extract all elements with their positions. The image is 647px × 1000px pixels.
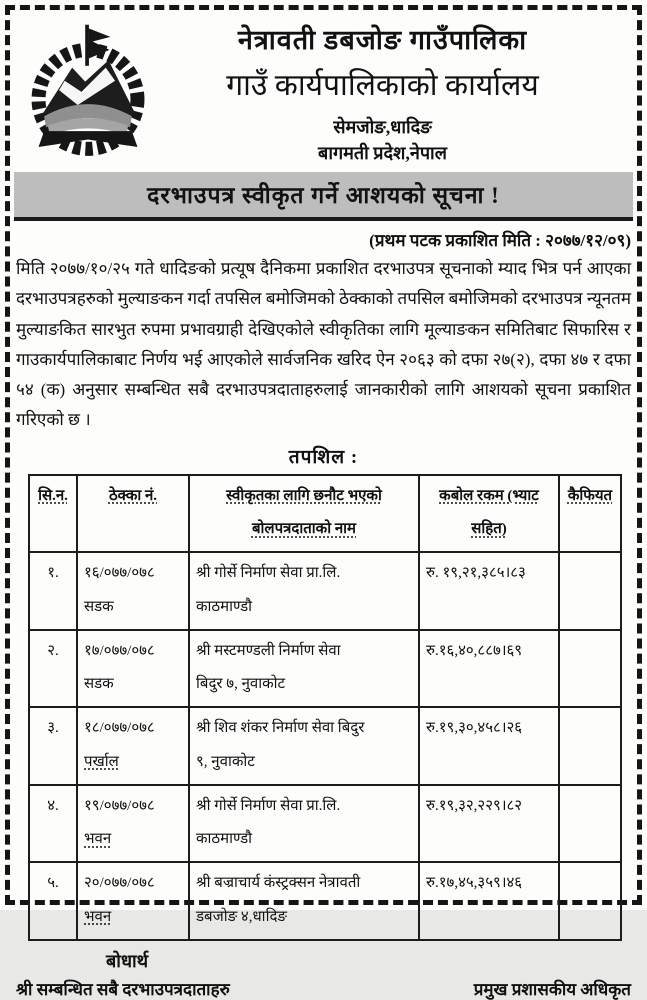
notice-body-paragraph: मिति २०७७/१०/२५ गते धादिङको प्रत्यूष दैनिकमा प्रकाशित दरभाउपत्र सूचनाको म्याद भित्र पर्न आएका दरभाउपत्रहरुको मुल्याङकन गर्दा तपसिल बमोजिमको ठेक्काको तपसिल बमोजिमको दरभाउपत्र न्यूनतम मुल्याङकित सारभुत रुपमा प्रभावग्राही देखिएकोले स्वीकृतिका लागि मूल्याङकन समितिबाट सिफारिस र गाउकार्यपालिकाबाट निर्णय भई आएकोले सार्वजनिक खरिद ऐन २०६३ को दफा २७(२), दफा ४७ र दफा ५४ (क) अनुसार सम्बन्धित सबै दरभाउपत्रदाताहरुलाई जानकारीको लागि आशयको सूचना प्रकाशित गरिएको छ ।	[16, 259, 631, 430]
table-row	[29, 630, 621, 708]
bidder-cell: श्री मस्टमण्डली निर्माण सेवा बिदुर ७, नुवाकोट	[189, 630, 419, 708]
amount-cell: रु.१९,३०,४५८।२६	[419, 707, 559, 785]
document-header	[14, 18, 633, 166]
address-line-1: सेमजोङ,धादिङ	[333, 117, 432, 137]
table-row	[29, 785, 621, 863]
contract-no-cell: २०/०७७/०७८ भवन	[77, 862, 189, 940]
sn-cell: ५.	[29, 862, 77, 940]
header-titles	[162, 18, 633, 166]
sn-cell: ४.	[29, 785, 77, 863]
table-header-row	[29, 475, 621, 553]
table-row	[29, 862, 621, 940]
column-header: ठेक्का नं.	[77, 475, 189, 553]
contract-no-cell: १९/०७७/०७८ भवन	[77, 785, 189, 863]
footer-addressee: श्री सम्बन्धित सबै दरभाउपत्रदाताहरु	[16, 979, 230, 999]
municipality-emblem-logo	[14, 18, 162, 164]
emblem-icon	[18, 18, 158, 164]
office-name: गाउँ कार्यपालिकाको कार्यालय	[226, 69, 539, 102]
sn-cell: ३.	[29, 707, 77, 785]
tender-detail-table	[28, 474, 622, 941]
notice-title-bar	[14, 172, 633, 221]
document-content	[14, 12, 633, 999]
publication-date: (प्रथम पटक प्रकाशित मिति : २०७७/१२/०९)	[369, 231, 631, 251]
notice-title: दरभाउपत्र स्वीकृत गर्ने आशयको सूचना !	[147, 183, 500, 209]
address-line-2: बागमती प्रदेश,नेपाल	[318, 143, 447, 164]
bidder-cell: श्री बज्राचार्य कंस्ट्रक्सन नेत्रावती डबजोङ ४,धादिङ	[189, 862, 419, 940]
amount-cell: रु.१६,४०,८८७।६९	[419, 630, 559, 708]
column-header: कबोल रकम (भ्याट सहित)	[419, 475, 559, 553]
amount-cell: रु.१९,३२,२२९।८२	[419, 785, 559, 863]
municipality-name: नेत्रावती डबजोङ गाउँपालिका	[237, 25, 528, 55]
contract-no-cell: १८/०७७/०७८ पर्खाल	[77, 707, 189, 785]
table-body	[29, 552, 621, 940]
bodhartha-label: बोधार्थ	[106, 950, 149, 971]
sn-cell: २.	[29, 630, 77, 708]
table-row	[29, 552, 621, 630]
remarks-cell	[559, 552, 621, 630]
remarks-cell	[559, 707, 621, 785]
bidder-cell: श्री गोर्से निर्माण सेवा प्रा.लि. काठमाण्डौ	[189, 785, 419, 863]
contract-no-cell: १६/०७७/०७८ सडक	[77, 552, 189, 630]
column-header: सि.न.	[29, 475, 77, 553]
remarks-cell	[559, 630, 621, 708]
table-row	[29, 707, 621, 785]
footer-row	[16, 977, 631, 1000]
sn-cell: १.	[29, 552, 77, 630]
remarks-cell	[559, 862, 621, 940]
remarks-cell	[559, 785, 621, 863]
bidder-cell: श्री गोर्से निर्माण सेवा प्रा.लि. काठमाण्डौ	[189, 552, 419, 630]
contract-no-cell: १७/०७७/०७८ सडक	[77, 630, 189, 708]
table-caption: तपशिल :	[288, 446, 359, 468]
column-header: स्वीकृतका लागि छनौट भएको बोलपत्रदाताको नाम	[189, 475, 419, 553]
bidder-cell: श्री शिव शंकर निर्माण सेवा बिदुर ९, नुवाकोट	[189, 707, 419, 785]
amount-cell: रु. १९,२१,३८५।८३	[419, 552, 559, 630]
amount-cell: रु.१७,४५,३५९।४६	[419, 862, 559, 940]
column-header: कैफियत	[559, 475, 621, 553]
footer-signatory: प्रमुख प्रशासकीय अधिकृत	[473, 979, 631, 999]
